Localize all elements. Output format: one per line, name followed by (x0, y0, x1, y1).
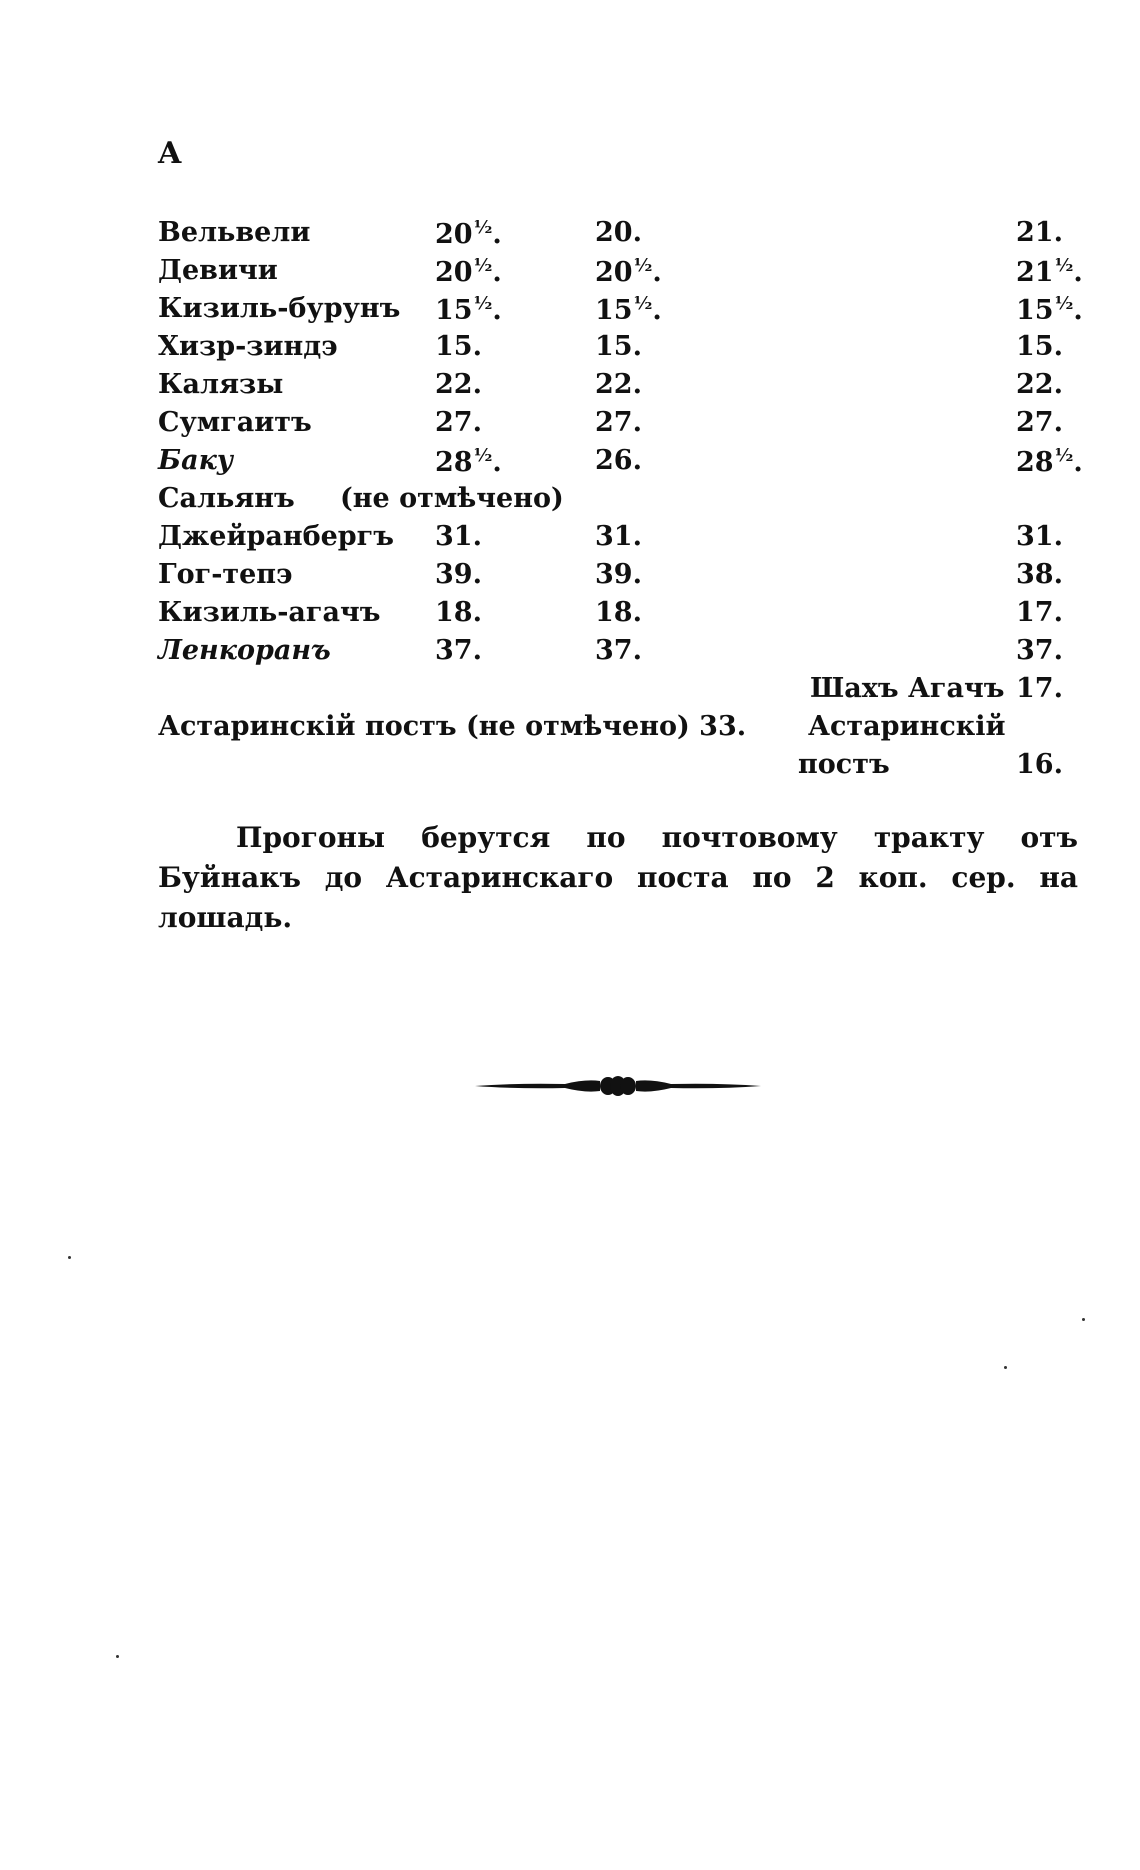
station-name: Сумгаитъ (158, 407, 312, 438)
distance-col3: 17. (1016, 597, 1063, 628)
fare-note: Прогоны берутся по почтовому тракту отъ Буйнакъ до Астаринскаго поста по 2 коп. сер. на лошадь. (158, 821, 1078, 934)
distance-col1: 37. (435, 635, 482, 666)
distance-col3: 15. (1016, 331, 1063, 362)
table-row (0, 635, 1140, 673)
distance-col3: 37. (1016, 635, 1063, 666)
station-name: Баку (158, 445, 233, 476)
station-name: Хизр-зиндэ (158, 331, 338, 362)
paper-speck (68, 1256, 71, 1259)
table-row (0, 331, 1140, 369)
distance-col2: 15. (595, 331, 642, 362)
distance-col2: 26. (595, 445, 642, 476)
distance-col2: 20. (595, 217, 642, 248)
table-row (0, 711, 1140, 749)
table-row (0, 255, 1140, 293)
astara-post-right-value: 16. (1016, 749, 1063, 780)
ornament-divider (475, 1075, 761, 1097)
distance-col3: 22. (1016, 369, 1063, 400)
table-row (0, 293, 1140, 331)
station-name: Сальянъ (158, 483, 295, 514)
paper-speck (1082, 1318, 1085, 1321)
distance-col1: 31. (435, 521, 482, 552)
distance-col3: 21. (1016, 217, 1063, 248)
station-name: Ленкоранъ (158, 635, 331, 666)
table-row (0, 749, 1140, 787)
distance-col3: 31. (1016, 521, 1063, 552)
table-row (0, 407, 1140, 445)
astara-post-right-label: Астаринскій (808, 711, 1006, 742)
signature-mark: A (158, 136, 182, 171)
distance-col3: 38. (1016, 559, 1063, 590)
distance-col3: $21^{\frac{1}{2}}$. (1016, 255, 1083, 288)
distance-col1: 22. (435, 369, 482, 400)
distance-col3: $28^{\frac{1}{2}}$. (1016, 445, 1083, 478)
distance-col2: $20^{\frac{1}{2}}$. (595, 255, 662, 288)
distance-col3: $15^{\frac{1}{2}}$. (1016, 293, 1083, 326)
table-row (0, 521, 1140, 559)
station-name: Джейранбергъ (158, 521, 394, 552)
table-row (0, 483, 1140, 521)
distance-col1: 18. (435, 597, 482, 628)
station-name: Девичи (158, 255, 278, 286)
distance-col2: 31. (595, 521, 642, 552)
table-row (0, 369, 1140, 407)
station-name: Вельвели (158, 217, 311, 248)
distance-col1: $20^{\frac{1}{2}}$. (435, 255, 502, 288)
astara-post-left: Астаринскій постъ (не отмѣчено) 33. (158, 711, 747, 742)
station-name: Гог-тепэ (158, 559, 293, 590)
astara-post-right-label-2: постъ (798, 749, 890, 780)
distance-col1: $28^{\frac{1}{2}}$. (435, 445, 502, 478)
table-row (0, 445, 1140, 483)
not-recorded-note: (не отмѣчено) (340, 483, 564, 514)
distance-col1: $20^{\frac{1}{2}}$. (435, 217, 502, 250)
shah-agach-label: Шахъ Агачъ (810, 673, 1005, 704)
station-name: Кизиль-бурунъ (158, 293, 401, 324)
station-name: Кизиль-агачъ (158, 597, 381, 628)
paper-speck (116, 1655, 119, 1658)
table-row (0, 597, 1140, 635)
distance-col1: 15. (435, 331, 482, 362)
shah-agach-value: 17. (1016, 673, 1063, 704)
paper-speck (1004, 1366, 1007, 1369)
distance-col1: 27. (435, 407, 482, 438)
table-row (0, 673, 1140, 711)
distance-col2: 22. (595, 369, 642, 400)
table-row (0, 217, 1140, 255)
distance-col1: 39. (435, 559, 482, 590)
distance-col3: 27. (1016, 407, 1063, 438)
distance-col1: $15^{\frac{1}{2}}$. (435, 293, 502, 326)
distance-col2: 18. (595, 597, 642, 628)
distance-col2: 37. (595, 635, 642, 666)
distance-col2: $15^{\frac{1}{2}}$. (595, 293, 662, 326)
distance-col2: 27. (595, 407, 642, 438)
table-row (0, 559, 1140, 597)
station-name: Калязы (158, 369, 284, 400)
distance-col2: 39. (595, 559, 642, 590)
